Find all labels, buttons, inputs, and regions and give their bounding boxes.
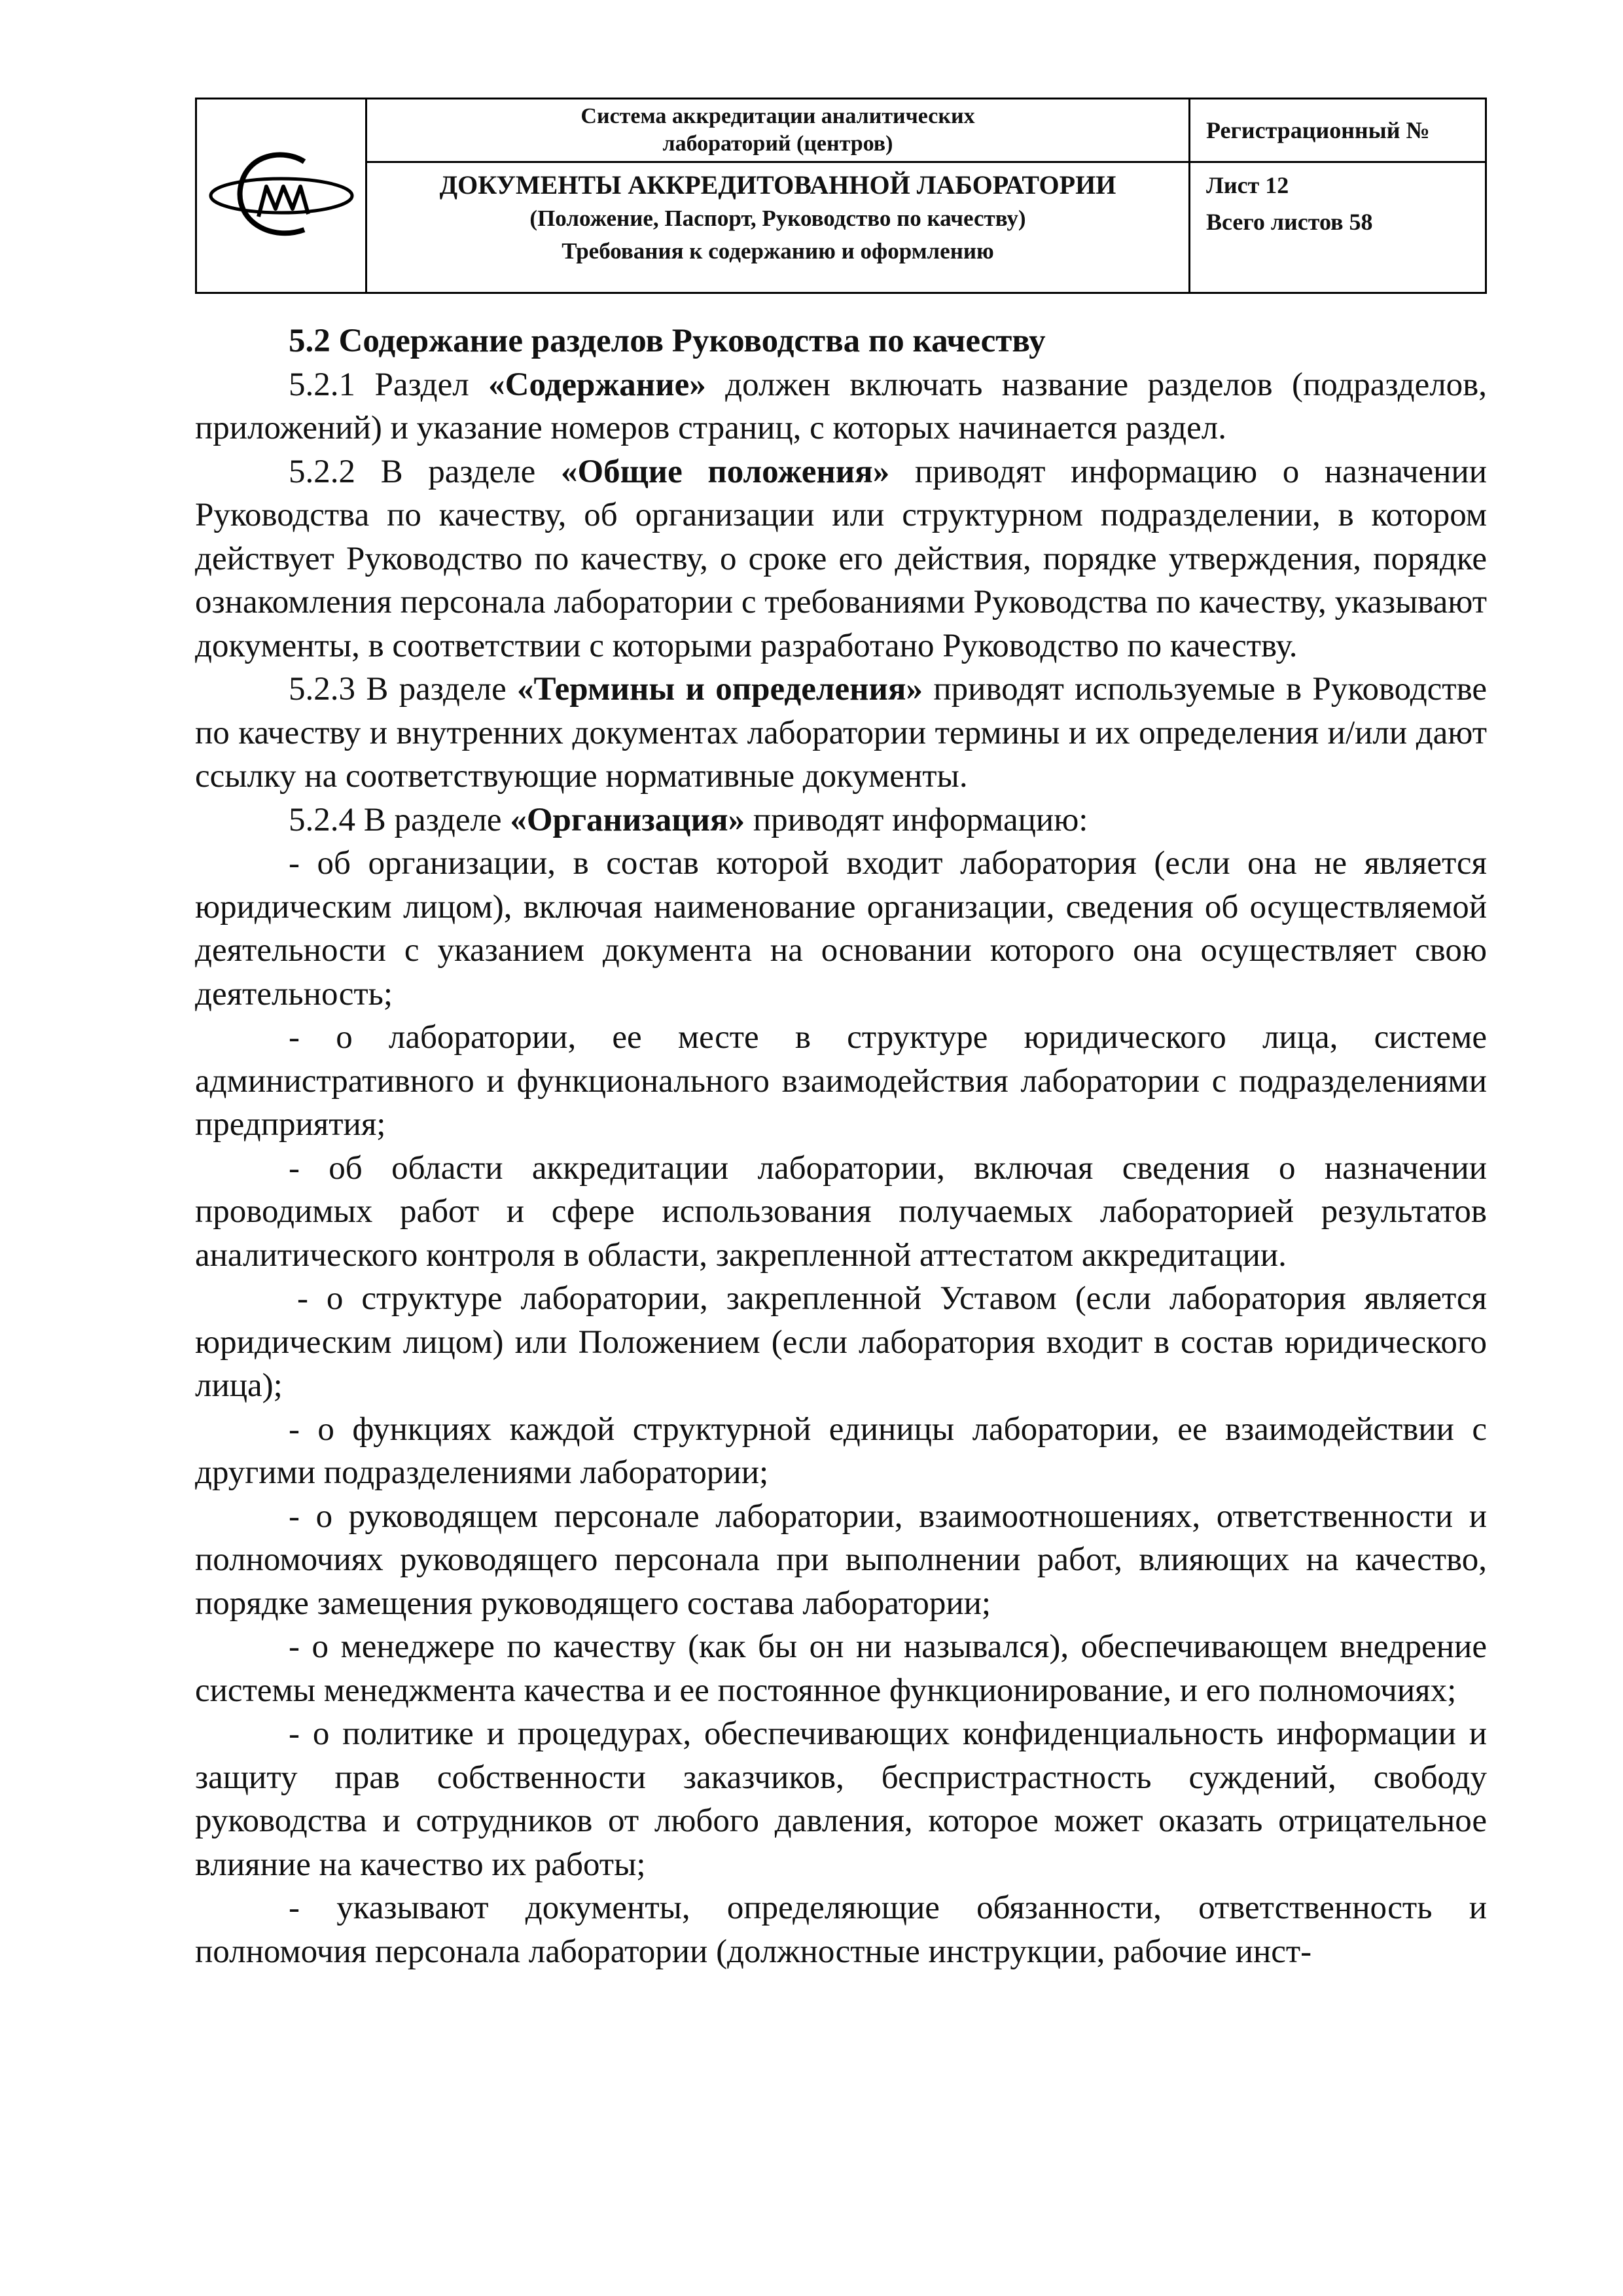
total-sheets: Всего листов 58 (1206, 209, 1373, 235)
document-body (195, 319, 1487, 1973)
header-right-column (1190, 99, 1485, 292)
list-item: - о функциях каждой структурной единицы лаборатории, ее взаимодействии с другими подразделениями лаборатории; (195, 1410, 1487, 1491)
list-item: - о лаборатории, ее месте в структуре юридического лица, системе административного и функционального взаимодействия лаборатории с подразделениями предприятия; (195, 1019, 1487, 1143)
system-name-cell (367, 99, 1188, 163)
document-subtitle-2: Требования к содержанию и оформлению (562, 238, 994, 264)
list-item: - о руководящем персонале лаборатории, взаимоотношениях, ответственности и полномочиях руководящего персонала при выполнении работ, влияющих на качество, порядке замещения руководящего состава лаборатории; (195, 1498, 1487, 1622)
organization-logo (206, 143, 357, 248)
paragraph-5-2-4: 5.2.4 В разделе «Организация» приводят информацию: (289, 801, 1088, 838)
paragraph-5-2-2: 5.2.2 В разделе «Общие положения» приводят информацию о назначении Руководства по качеству, об организации или структурном подразделении, в котором действует Руководство по качеству, о сроке его действия, порядке утверждения, порядке ознакомления персонала лаборатории с требованиями Руководства по качеству, указывают документы, в соответствии с которыми разработано Руководство по качеству. (195, 453, 1488, 664)
list-item: - об организации, в состав которой входит лаборатория (если она не является юридическим лицом), включая наименование организации, сведения об осуществляемой деятельности с указанием документа на основании которого она осуществляет свою деятельность; (195, 845, 1487, 1013)
document-title-cell (367, 163, 1188, 292)
list-item: - указывают документы, определяющие обязанности, ответственность и полномочия персонала лаборатории (должностные инструкции, рабочие инст- (195, 1890, 1487, 1970)
sheet-info-cell (1190, 163, 1485, 292)
document-subtitle: (Положение, Паспорт, Руководство по качеству) (529, 206, 1026, 231)
sheet-number: Лист 12 (1206, 172, 1289, 198)
list-item: - о политике и процедурах, обеспечивающих конфиденциальность информации и защиту прав собственности заказчиков, беспристрастность суждений, свободу руководства и сотрудников от любого давления, которое может оказать отрицательное влияние на качество их работы; (195, 1715, 1487, 1883)
logo-cell (197, 99, 367, 292)
list-item: - о структуре лаборатории, закрепленной Уставом (если лаборатория является юридическим лицом) или Положением (если лаборатория входит в состав юридического лица); (195, 1280, 1487, 1404)
system-name-line2: лабораторий (центров) (662, 132, 893, 156)
header-middle-column (367, 99, 1190, 292)
paragraph-5-2-3: 5.2.3 В разделе «Термины и определения» приводят используемые в Руководстве по качеству и внутренних документах лаборатории термины и их определения и/или дают ссылку на соответствующие нормативные документы. (195, 671, 1487, 795)
document-header-table (195, 98, 1487, 294)
paragraph-5-2-1: 5.2.1 Раздел «Содержание» должен включать название разделов (подразделов, приложений) и указание номеров страниц, с которых начинается раздел. (195, 366, 1487, 446)
system-name-line1: Система аккредитации аналитических (580, 104, 975, 128)
registration-number-cell: Регистрационный № (1190, 99, 1485, 163)
list-item: - о менеджере по качеству (как бы он ни назывался), обеспечивающем внедрение системы менеджмента качества и ее постоянное функционирование, и его полномочиях; (195, 1628, 1487, 1709)
document-title: ДОКУМЕНТЫ АККРЕДИТОВАННОЙ ЛАБОРАТОРИИ (439, 170, 1116, 200)
section-heading: 5.2 Содержание разделов Руководства по качеству (289, 323, 1046, 359)
list-item: - об области аккредитации лаборатории, включая сведения о назначении проводимых работ и сфере использования получаемых лабораторией результатов аналитического контроля в области, закрепленной аттестатом аккредитации. (195, 1149, 1487, 1274)
